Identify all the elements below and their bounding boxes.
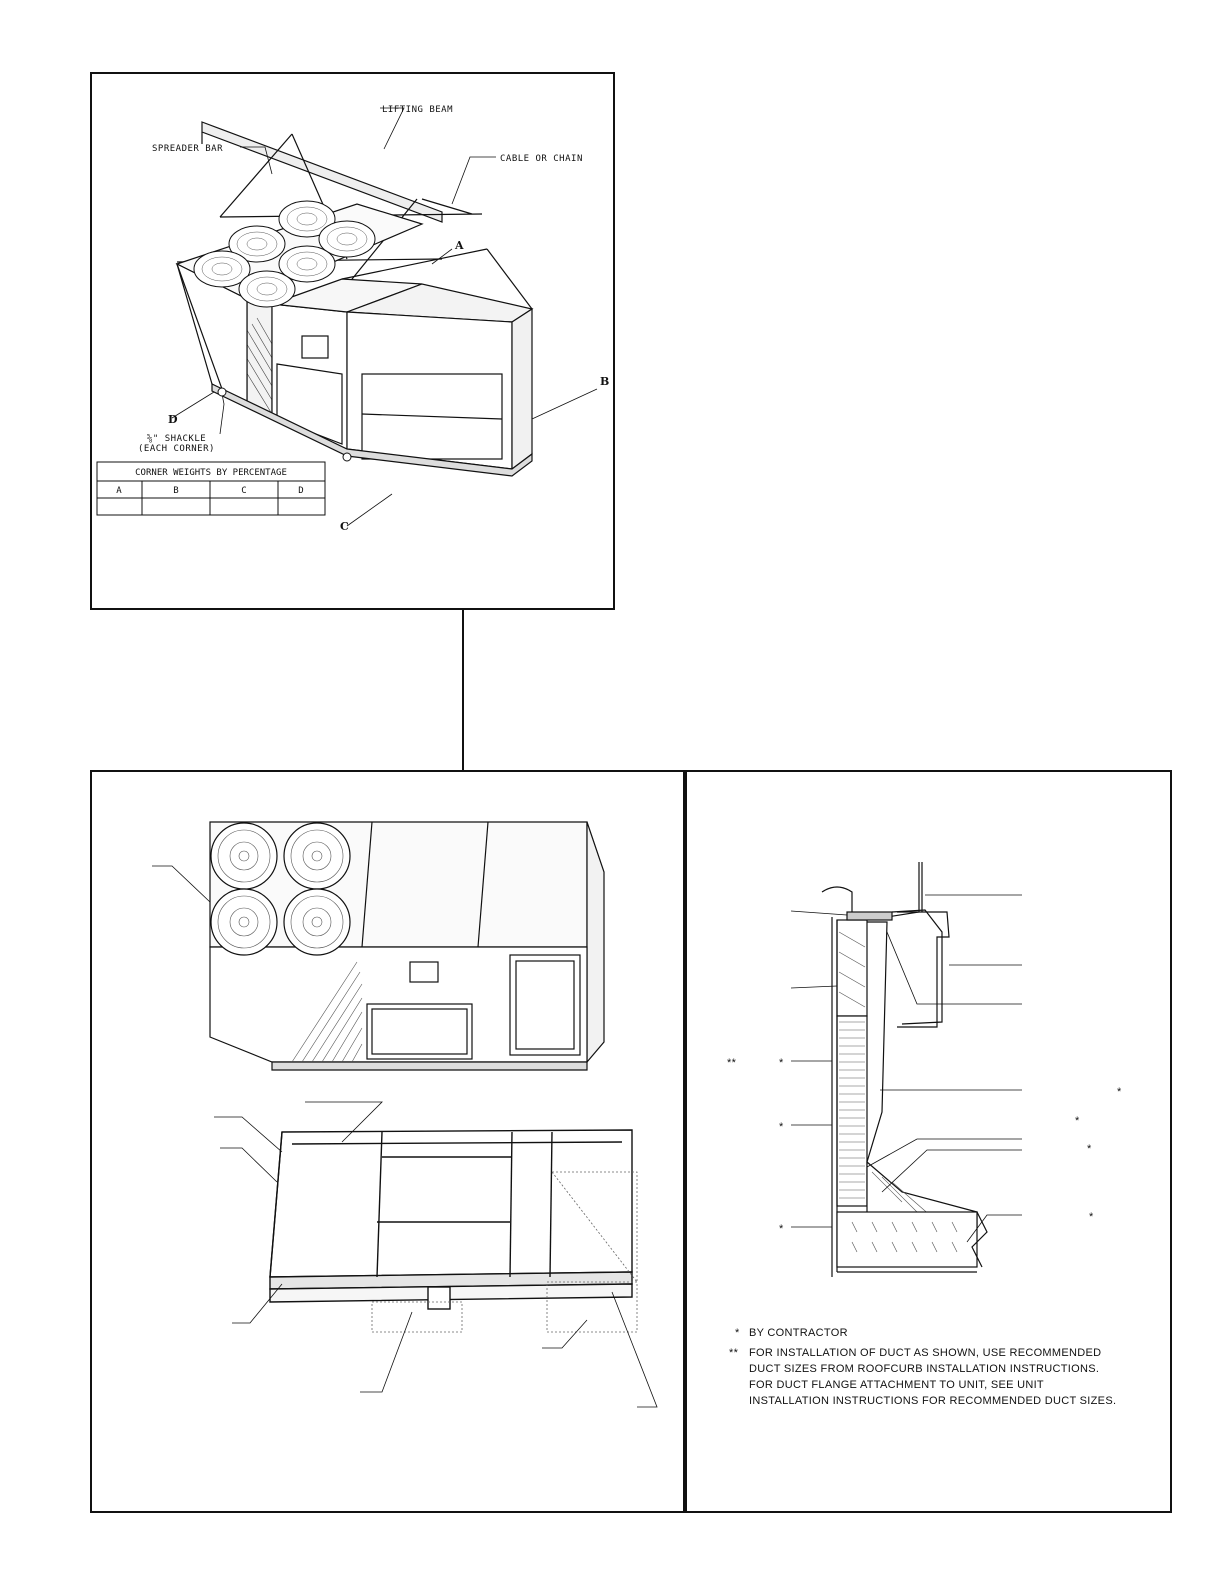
corner-d-label: D: [168, 413, 178, 426]
table-title: CORNER WEIGHTS BY PERCENTAGE: [135, 468, 287, 478]
note1-text: BY CONTRACTOR: [749, 1327, 848, 1339]
double-star-mark: **: [727, 1057, 737, 1069]
unit-and-curb-illustration: [92, 772, 687, 1515]
note1-mark: *: [735, 1327, 740, 1339]
table-header-a: A: [116, 486, 122, 496]
shackle-each-corner-label: (EACH CORNER): [138, 444, 215, 454]
curb-section-illustration: [687, 772, 1174, 1515]
note2-line3: FOR DUCT FLANGE ATTACHMENT TO UNIT, SEE UNIT: [749, 1379, 1044, 1391]
corner-weights-table: [97, 462, 325, 515]
note2-line2: DUCT SIZES FROM ROOFCURB INSTALLATION INSTRUCTIONS.: [749, 1363, 1100, 1375]
section-notes: [729, 1327, 1116, 1407]
table-header-b: B: [173, 486, 179, 496]
star-mark-7: *: [1089, 1211, 1094, 1223]
roofcurb-diagram-panel: [90, 770, 685, 1513]
cable-or-chain-label: CABLE OR CHAIN: [500, 154, 583, 164]
table-header-d: D: [298, 486, 304, 496]
star-mark-1: *: [779, 1057, 784, 1069]
curb-section-detail-panel: [685, 770, 1172, 1513]
shackle-label: ⅝" SHACKLE: [147, 434, 207, 444]
table-header-c: C: [241, 486, 247, 496]
star-mark-3: *: [779, 1223, 784, 1235]
corner-c-label: C: [340, 520, 349, 533]
star-mark-6: *: [1087, 1143, 1092, 1155]
star-mark-4: *: [1117, 1086, 1122, 1098]
spreader-bar-label: SPREADER BAR: [152, 144, 224, 154]
roofcurb-frame: [270, 1130, 632, 1309]
corner-a-label: A: [455, 239, 464, 252]
star-mark-5: *: [1075, 1115, 1080, 1127]
lifting-beam-label: LIFTING BEAM: [382, 105, 454, 115]
connector-vertical: [462, 610, 464, 770]
rigging-illustration: [92, 74, 617, 612]
note2-mark: **: [729, 1347, 739, 1359]
note2-line1: FOR INSTALLATION OF DUCT AS SHOWN, USE RECOMMENDED: [749, 1347, 1102, 1359]
corner-b-label: B: [600, 375, 610, 388]
star-mark-2: *: [779, 1121, 784, 1133]
note2-line4: INSTALLATION INSTRUCTIONS FOR RECOMMENDED DUCT SIZES.: [749, 1395, 1117, 1407]
rigging-diagram-panel: [90, 72, 615, 610]
